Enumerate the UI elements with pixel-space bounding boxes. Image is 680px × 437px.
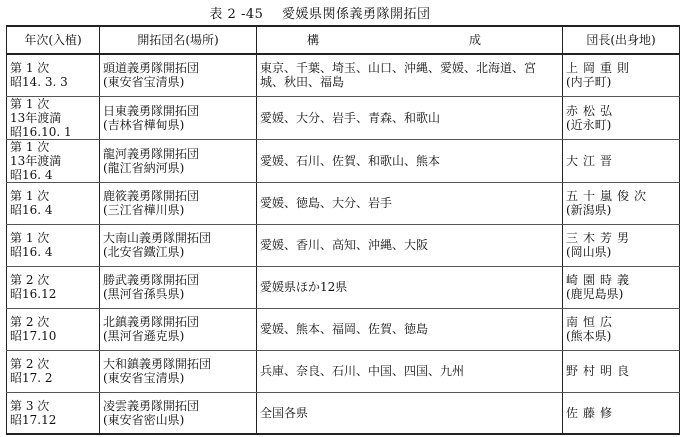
- group-cell: [100, 308, 257, 350]
- leader-origin: (近永町): [566, 117, 612, 132]
- leader-origin: (岡山県): [566, 245, 612, 259]
- table-row: [7, 96, 680, 139]
- group-cell: [100, 350, 257, 392]
- leader-cell: [563, 54, 680, 96]
- year-line-1: 第 1 次: [10, 96, 50, 111]
- year-cell: [7, 392, 100, 434]
- year-line-1: 第 2 次: [10, 273, 50, 287]
- year-cell: [7, 54, 100, 96]
- header-row: [7, 26, 680, 54]
- group-place: (黒河省孫呉県): [103, 287, 185, 301]
- composition-cell: 愛媛、熊本、福岡、佐賀、徳島: [257, 308, 563, 350]
- group-name: 鹿筱義勇隊開拓団: [103, 189, 200, 203]
- year-line-2: 昭16.12: [10, 287, 57, 301]
- group-place: (東安省密山県): [103, 412, 185, 427]
- leader-name: 大江晋: [566, 153, 618, 168]
- header-leader: 団長(出身地): [563, 26, 680, 54]
- leader-cell: [563, 224, 680, 266]
- group-cell: [100, 392, 257, 434]
- leader-cell: [563, 350, 680, 392]
- year-line-2: 昭16. 4: [10, 245, 53, 259]
- header-composition-b: 成: [469, 33, 482, 47]
- year-line-2: 13年渡満: [10, 153, 62, 168]
- group-cell: [100, 54, 257, 96]
- composition-cell: 兵庫、奈良、石川、中国、四国、九州: [257, 350, 563, 392]
- group-cell: [100, 139, 257, 182]
- leader-origin: (内子町): [566, 75, 612, 90]
- year-cell: [7, 139, 100, 182]
- year-line-1: 第 1 次: [10, 61, 50, 76]
- group-name: 大南山義勇隊開拓団: [103, 231, 212, 245]
- table-row: [7, 54, 680, 96]
- group-place: (東安省宝清県): [103, 371, 185, 385]
- year-cell: [7, 182, 100, 224]
- table-row: [7, 182, 680, 224]
- header-year: 年次(入植): [7, 26, 100, 54]
- table-caption: 愛媛県関係義勇隊開拓団: [282, 7, 431, 22]
- year-line-2: 昭17.10: [10, 329, 57, 343]
- group-place: (北安省鐵江県): [103, 245, 185, 259]
- year-line-2: 昭14. 3. 3: [10, 75, 68, 90]
- group-place: (東安省宝清県): [103, 75, 185, 90]
- year-line-3: 昭16.10. 1: [10, 124, 72, 139]
- group-name: 北鎮義勇隊開拓団: [103, 315, 200, 329]
- leader-origin: (熊本県): [566, 329, 612, 343]
- year-line-1: 第 2 次: [10, 315, 50, 329]
- leader-origin: (新潟県): [566, 203, 612, 217]
- group-name: 日東義勇隊開拓団: [103, 103, 200, 118]
- composition-cell: 愛媛、石川、佐賀、和歌山、熊本: [257, 139, 563, 182]
- table-row: [7, 266, 680, 308]
- leader-name: 佐藤修: [566, 405, 618, 420]
- year-line-1: 第 1 次: [10, 139, 50, 154]
- header-composition-a: 構: [307, 33, 320, 47]
- leader-name: 野村明良: [566, 364, 635, 378]
- year-line-2: 昭16. 4: [10, 203, 53, 217]
- composition-cell: 愛媛、大分、岩手、青森、和歌山: [257, 96, 563, 139]
- composition-cell: 愛媛、徳島、大分、岩手: [257, 182, 563, 224]
- table-row: [7, 139, 680, 182]
- leader-origin: (鹿児島県): [566, 287, 624, 301]
- leader-cell: [563, 139, 680, 182]
- leader-cell: [563, 96, 680, 139]
- year-line-2: 昭17. 2: [10, 371, 53, 385]
- composition-cell: 愛媛、香川、高知、沖縄、大阪: [257, 224, 563, 266]
- year-line-1: 第 3 次: [10, 398, 50, 413]
- table-row: [7, 308, 680, 350]
- composition-cell: 愛媛県ほか12県: [257, 266, 563, 308]
- group-place: (龍江省納河県): [103, 160, 185, 175]
- leader-cell: [563, 182, 680, 224]
- group-place: (黒河省遜克県): [103, 329, 185, 343]
- year-cell: [7, 266, 100, 308]
- group-cell: [100, 96, 257, 139]
- group-name: 凌雲義勇隊開拓団: [103, 398, 200, 413]
- group-cell: [100, 182, 257, 224]
- year-line-3: 昭16. 4: [10, 167, 53, 182]
- table-title: [0, 3, 640, 22]
- table-row: [7, 392, 680, 434]
- leader-cell: [563, 308, 680, 350]
- group-place: (吉林省樺甸県): [103, 117, 185, 132]
- year-line-2: 昭17.12: [10, 412, 57, 427]
- table-row: [7, 224, 680, 266]
- leader-name: 五十嵐俊次: [566, 189, 652, 203]
- year-cell: [7, 350, 100, 392]
- leader-name: 上岡重則: [566, 61, 635, 76]
- group-cell: [100, 224, 257, 266]
- leader-name: 南恒広: [566, 315, 618, 329]
- group-cell: [100, 266, 257, 308]
- group-name: 頭道義勇隊開拓団: [103, 61, 200, 76]
- year-line-1: 第 1 次: [10, 189, 50, 203]
- table-number: 表 2 -45: [209, 7, 264, 22]
- leader-name: 赤松弘: [566, 103, 618, 118]
- composition-cell: 東京、千葉、埼玉、山口、沖縄、愛媛、北海道、宮城、秋田、福島: [257, 54, 563, 96]
- leader-name: 三木芳男: [566, 231, 635, 245]
- table-row: [7, 350, 680, 392]
- leader-cell: [563, 392, 680, 434]
- year-cell: [7, 224, 100, 266]
- group-name: 大和鎮義勇隊開拓団: [103, 357, 212, 371]
- header-composition: [257, 26, 563, 54]
- group-name: 龍河義勇隊開拓団: [103, 146, 200, 161]
- group-place: (三江省樺川県): [103, 203, 185, 217]
- group-name: 勝武義勇隊開拓団: [103, 273, 200, 287]
- year-cell: [7, 308, 100, 350]
- leader-cell: [563, 266, 680, 308]
- settlement-groups-table: [6, 25, 680, 435]
- year-line-1: 第 1 次: [10, 231, 50, 245]
- composition-cell: 全国各県: [257, 392, 563, 434]
- year-line-2: 13年渡満: [10, 110, 62, 125]
- header-group: 開拓団名(場所): [100, 26, 257, 54]
- leader-name: 崎園時義: [566, 273, 635, 287]
- year-cell: [7, 96, 100, 139]
- year-line-1: 第 2 次: [10, 357, 50, 371]
